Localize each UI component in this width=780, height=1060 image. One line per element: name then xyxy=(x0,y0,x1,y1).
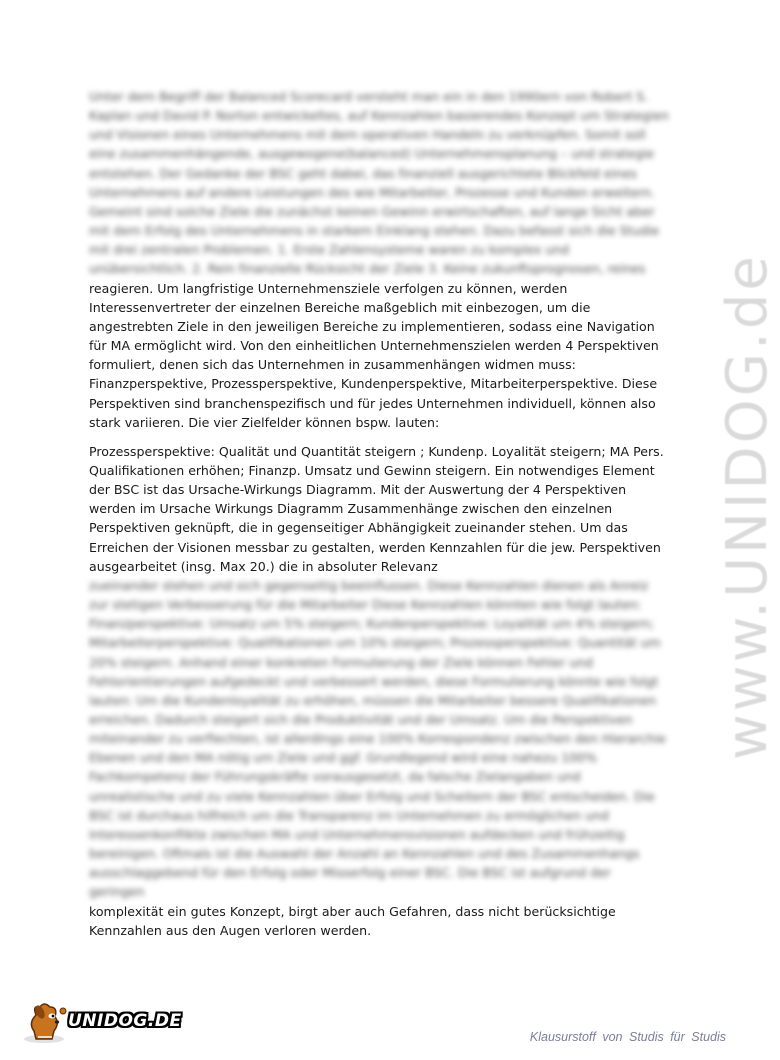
unidog-logo[interactable] xyxy=(22,1001,182,1045)
paragraph-2: Prozessperspektive: Qualität und Quantität steigern ; Kundenp. Loyalität steigern; MA Pers. Qualifikationen erhöhen; Finanzp. Umsatz und Gewinn steigern. Ein notwendiges Element der BSC ist das Ursache-Wirkungs Diagramm. Mit der Auswertung der 4 Perspektiven werden im Ursache Wirkungs Diagramm Zusammenhänge zwischen den einzelnen Perspektiven geknüpft, die in gegenseitiger Abhängigkeit zueinander stehen. Um das Erreichen der Visionen messbar zu gestalten, werden Kennzahlen für die jew. Perspektiven ausgearbeitet (insg. Max 20.) die in absoluter Relevanz xyxy=(89,443,664,574)
dog-mascot-icon xyxy=(22,1001,72,1049)
document-body xyxy=(89,87,669,940)
blurred-text-top: Unter dem Begriff der Balanced Scorecard versteht man ein in den 1990ern von Robert S. Kaplan und David P. Norton entwickeltes, auf Kennzahlen basierendes Konzept um Strategien und Visionen eines Unternehmens mit dem operativen Handeln zu verknüpfen. Somit soll eine zusammenhängende, ausgewogene(balanced) Unternehmensplanung – und strategie entstehen. Der Gedanke der BSC geht dabei, das finanziell ausgerichtete Blickfeld eines Unternehmens auf andere Leistungen des wie Mitarbeiter, Prozesse und Kunden erweitern. Gemeint sind solche Ziele die zunächst keinen Gewinn erwirtschaften, auf lange Sicht aber mit dem Erfolg des Unternehmens in starkem Einklang stehen. Dazu befasst sich die Studie mit drei zentralen Problemen. 1. Erste Zahlensysteme waren zu komplex und unübersichtlich. 2. Rein finanzielle Rücksicht der Ziele 3. Keine zukunftsprognosen, reines xyxy=(89,89,669,277)
paragraph-1: reagieren. Um langfristige Unternehmensziele verfolgen zu können, werden Interessenvertreter der einzelnen Bereiche maßgeblich mit einbezogen, um die angestrebten Ziele in den jeweiligen Bereiche zu implementieren, sodass eine Navigation für MA ermöglicht wird. Von den einheitlichen Unternehmenszielen werden 4 Perspektiven formuliert, denen sich das Unternehmen in zusammenhängen widmen muss: Finanzperspektive, Prozessperspektive, Kundenperspektive, Mitarbeiterperspektive. Diese Perspektiven sind branchenspezifisch und für jedes Unternehmen individuell, können also stark variieren. Die vier Zielfelder können bspw. lauten: xyxy=(89,280,659,430)
blurred-text-middle: zueinander stehen und sich gegenseitig beeinflussen. Diese Kennzahlen dienen als Anreiz zur stetigen Verbesserung für die Mitarbeiter Diese Kennzahlen könnten wie folgt lauten: Finanzperspektive: Umsatz um 5% steigern; Kundenperspektive: Loyalität um 4% steigern; Mitarbeiterperspektive: Qualifikationen um 10% steigern; Prozessperspektive: Quantität um 20% steigern. Anhand einer konkreten Formulierung der Ziele können Fehler und Fehlorientierungen aufgedeckt und verbessert werden, diese Formulierung könnte wie folgt lauten: Um die Kundenloyalität zu erhöhen, müssen die Mitarbeiter bessere Qualifikationen erreichen. Dadurch steigert sich die Produktivität und der Umsatz. Um die Perspektiven miteinander zu verflechten, ist allerdings eine 100% Korrespondenz zwischen den Hierarchie Ebenen und den MA nötig um Ziele und ggf. Grundlegend wird eine nahezu 100% Fachkompetenz der Führungskräfte vorausgesetzt, da falsche Zielangaben und unrealistische und zu viele Kennzahlen über Erfolg und Scheitern der BSC entscheiden. Die BSC ist durchaus hilfreich um die Transparenz im Unternehmen zu ermöglichen und Interessenkonflikte zwischen MA und Unternehmensvisionen aufdecken und frühzeitig bereinigen. Oftmals ist die Auswahl der Anzahl an Kennzahlen und des Zusammenhangs ausschlaggebend für den Erfolg oder Misserfolg einer BSC. Die BSC ist aufgrund der geringen xyxy=(89,577,666,900)
watermark: www.UNIDOG.de xyxy=(715,253,780,760)
logo-text: UNIDOG.DE xyxy=(68,1011,182,1031)
paragraph-3: komplexität ein gutes Konzept, birgt aber auch Gefahren, dass nicht berücksichtige Kennzahlen aus den Augen verloren werden. xyxy=(89,903,616,938)
footer-tagline: Klausurstoff von Studis für Studis xyxy=(529,1030,726,1044)
